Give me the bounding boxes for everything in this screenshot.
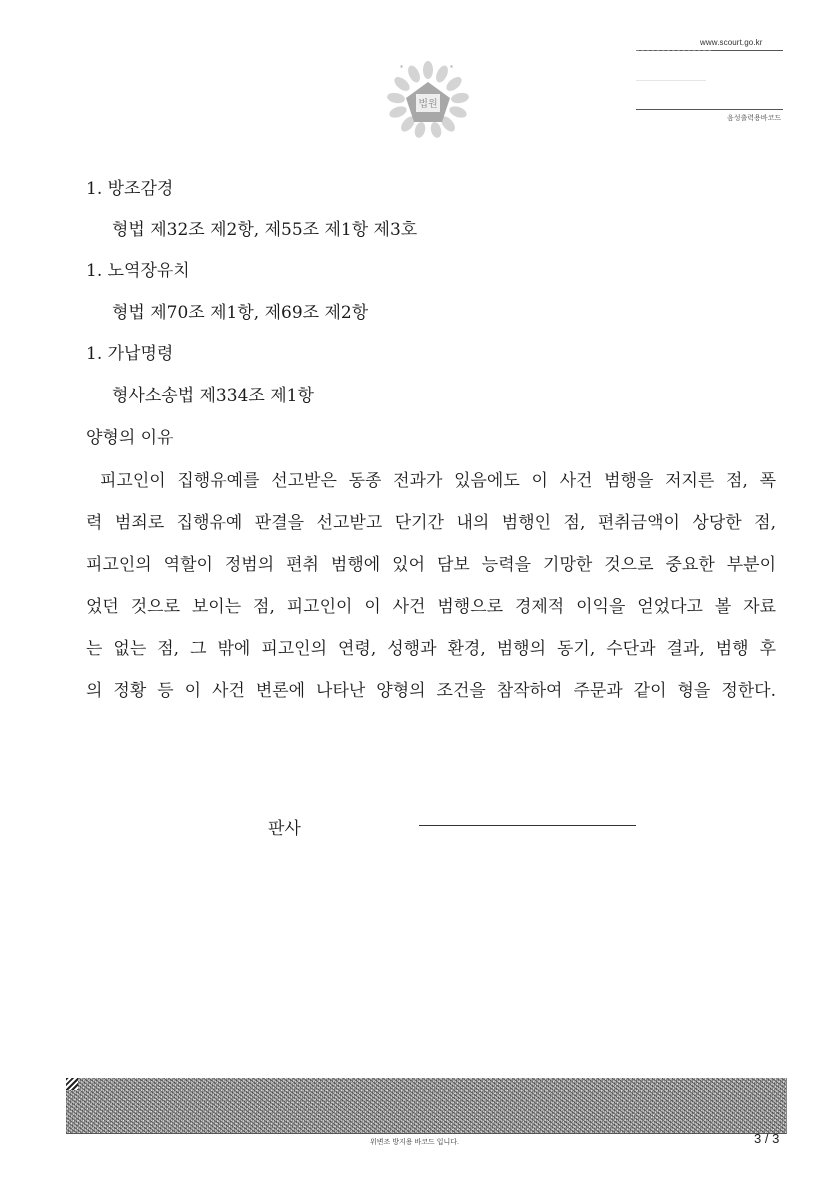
- court-website-url: www.scourt.go.kr: [700, 38, 763, 47]
- court-emblem-icon: [386, 60, 470, 140]
- voice-barcode-divider: [636, 109, 783, 110]
- header-faint-line: [636, 80, 706, 81]
- header-divider-dashed: [636, 50, 711, 51]
- svg-text:*: *: [450, 65, 453, 72]
- reason-line: 피고인이 집행유예를 선고받은 동종 전과가 있음에도 이 사건 범행을 저지른 점, 폭: [100, 471, 776, 491]
- section-title-provisional-payment: 1. 가납명령: [86, 344, 174, 364]
- reason-line: 는 없는 점, 그 밖에 피고인의 연령, 성행과 환경, 범행의 동기, 수단과 결과, 범행 후: [86, 639, 776, 659]
- section-body-workhouse-detention: 형법 제70조 제1항, 제69조 제2항: [112, 303, 369, 323]
- reason-paragraph: [86, 460, 776, 712]
- svg-text:법원: 법원: [418, 99, 438, 110]
- page-number: 3 / 3: [754, 1131, 780, 1146]
- reason-line: 의 정황 등 이 사건 변론에 나타난 양형의 조건을 참작하여 주문과 같이 형을 정한다.: [86, 681, 776, 701]
- reason-heading: 양형의 이유: [86, 428, 174, 448]
- judge-label: 판사: [268, 819, 301, 839]
- anti-forgery-barcode: [66, 1078, 787, 1134]
- section-title-workhouse-detention: 1. 노역장유치: [86, 261, 190, 281]
- reason-line: 었던 것으로 보이는 점, 피고인이 이 사건 범행으로 경제적 이익을 얻었다고 볼 자료: [86, 597, 776, 617]
- anti-forgery-note: 위변조 방지용 바코드 입니다.: [370, 1139, 459, 1146]
- section-body-provisional-payment: 형사소송법 제334조 제1항: [112, 386, 314, 406]
- section-body-accessory-mitigation: 형법 제32조 제2항, 제55조 제1항 제3호: [112, 220, 418, 240]
- barcode-corner-marker-icon: [66, 1078, 78, 1090]
- section-title-accessory-mitigation: 1. 방조감경: [86, 179, 174, 199]
- reason-line: 피고인의 역할이 정범의 편취 범행에 있어 담보 능력을 기망한 것으로 중요한 부분이: [86, 555, 776, 575]
- reason-line: 력 범죄로 집행유예 판결을 선고받고 단기간 내의 범행인 점, 편취금액이 상당한 점,: [86, 513, 776, 533]
- voice-barcode-label: 음성출력용바코드: [727, 115, 782, 122]
- judge-signature-line: [419, 825, 636, 826]
- svg-text:*: *: [400, 65, 403, 72]
